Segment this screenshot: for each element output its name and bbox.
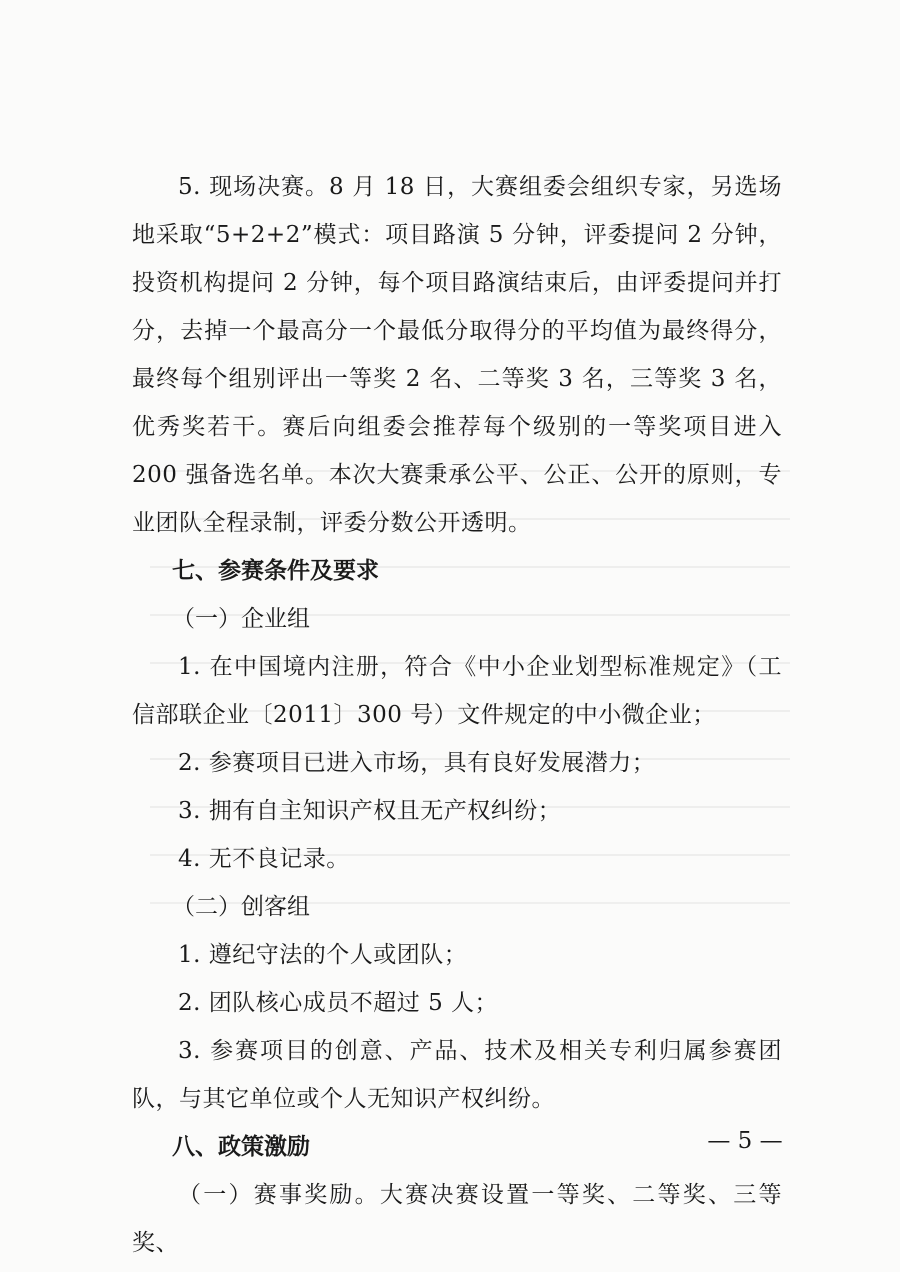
enterprise-item-2: 2. 参赛项目已进入市场，具有良好发展潜力；	[178, 750, 656, 776]
section-heading-7: 七、参赛条件及要求	[172, 558, 379, 584]
maker-item-2: 2. 团队核心成员不超过 5 人；	[178, 990, 499, 1016]
maker-item-3: 3. 参赛项目的创意、产品、技术及相关专利归属参赛团队，与其它单位或个人无知识产权纠纷。	[132, 1038, 782, 1112]
maker-item-1: 1. 遵纪守法的个人或团队；	[178, 942, 468, 968]
enterprise-item-1: 1. 在中国境内注册，符合《中小企业划型标准规定》（工信部联企业〔2011〕300 号）文件规定的中小微企业；	[132, 654, 782, 728]
subheading-enterprise-group: （一）企业组	[172, 606, 310, 632]
enterprise-item-3: 3. 拥有自主知识产权且无产权纠纷；	[178, 798, 562, 824]
section-heading-8: 八、政策激励	[172, 1134, 310, 1160]
page-number: — 5 —	[707, 1128, 783, 1154]
subheading-maker-group: （二）创客组	[172, 894, 310, 920]
paragraph-competition-awards: （一）赛事奖励。大赛决赛设置一等奖、二等奖、三等奖、	[132, 1182, 782, 1256]
paragraph-final-competition: 5. 现场决赛。8 月 18 日，大赛组委会组织专家，另选场地采取“5+2+2”模式：项目路演 5 分钟，评委提问 2 分钟，投资机构提问 2 分钟，每个项目路演结束后，由评委提问并打分，去掉一个最高分一个最低分取得分的平均值为最终得分，最终每个组别评出一等奖 2 名、二等奖 3 名，三等奖 3 名，优秀奖若干。赛后向组委会推荐每个级别的一等奖项目进入 200 强备选名单。本次大赛秉承公平、公正、公开的原则，专业团队全程录制，评委分数公开透明。	[132, 174, 782, 536]
document-body	[132, 163, 782, 1267]
enterprise-item-4: 4. 无不良记录。	[178, 846, 350, 872]
